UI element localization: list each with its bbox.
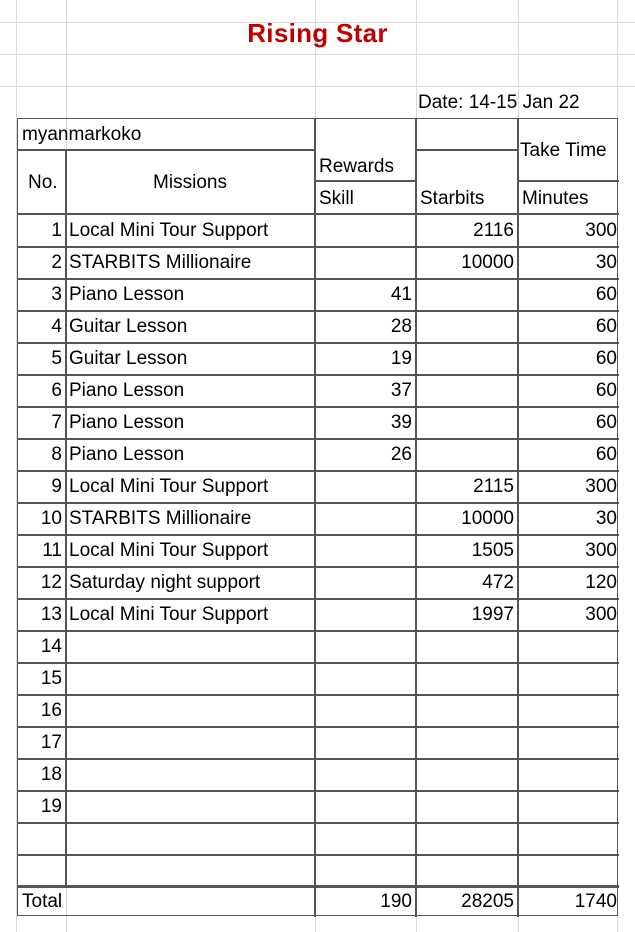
cell-starbits: [417, 375, 514, 407]
cell-skill: [316, 599, 412, 631]
header-no: No.: [28, 172, 58, 193]
cell-mission: [69, 663, 313, 695]
cell-no: 16: [40, 700, 62, 721]
cell-minutes: [519, 791, 617, 823]
cell-skill: [316, 727, 412, 759]
cell-skill: [316, 663, 412, 695]
cell-skill: [316, 471, 412, 503]
cell-no: 3: [51, 284, 62, 305]
header-minutes: Minutes: [522, 188, 589, 209]
cell-mission: Piano Lesson: [69, 444, 185, 465]
page-title: Rising Star: [247, 18, 388, 48]
cell-no: 9: [51, 476, 62, 497]
cell-no: 11: [42, 540, 62, 561]
cell-starbits: 472: [482, 572, 514, 593]
cell-starbits: [417, 727, 514, 759]
cell-skill: 19: [390, 348, 412, 369]
cell-no: 2: [51, 252, 62, 273]
cell-minutes: 300: [585, 540, 617, 561]
total-skill: 190: [380, 891, 412, 912]
cell-starbits: [417, 631, 514, 663]
cell-starbits: 10000: [461, 508, 514, 529]
cell-mission: Guitar Lesson: [69, 348, 188, 369]
cell-mission: Local Mini Tour Support: [69, 540, 269, 561]
cell-no: 18: [40, 764, 62, 785]
cell-minutes: 30: [595, 508, 617, 529]
cell-minutes: 60: [595, 284, 617, 305]
cell-skill: 26: [390, 444, 412, 465]
header-missions: Missions: [153, 172, 227, 193]
header-rewards: Rewards: [319, 156, 394, 177]
cell-minutes: 60: [595, 380, 617, 401]
cell-minutes: 120: [585, 572, 617, 593]
cell-minutes: [519, 823, 617, 855]
cell-skill: [316, 503, 412, 535]
cell-skill: 39: [390, 412, 412, 433]
cell-mission: Saturday night support: [69, 572, 261, 593]
cell-no: 15: [40, 668, 62, 689]
cell-skill: [316, 247, 412, 279]
cell-starbits: 2115: [473, 476, 514, 497]
cell-starbits: 2116: [473, 220, 514, 241]
cell-skill: [316, 791, 412, 823]
cell-skill: 41: [390, 284, 412, 305]
total-minutes: 1740: [574, 891, 617, 912]
cell-starbits: [417, 823, 514, 855]
cell-mission: [69, 695, 313, 727]
cell-minutes: 60: [595, 316, 617, 337]
cell-starbits: [417, 279, 514, 311]
cell-mission: Local Mini Tour Support: [69, 220, 269, 241]
cell-no: 8: [51, 444, 62, 465]
cell-minutes: 300: [585, 604, 617, 625]
cell-starbits: [417, 791, 514, 823]
header-starbits: Starbits: [420, 188, 485, 209]
cell-mission: Piano Lesson: [69, 412, 185, 433]
cell-no: [18, 823, 62, 855]
cell-starbits: [417, 439, 514, 471]
cell-minutes: [519, 695, 617, 727]
cell-minutes: 60: [595, 444, 617, 465]
header-take-time: Take Time: [520, 140, 607, 161]
cell-skill: 37: [390, 380, 412, 401]
cell-no: 6: [51, 380, 62, 401]
cell-starbits: [417, 759, 514, 791]
cell-mission: [69, 759, 313, 791]
cell-mission: [69, 855, 313, 887]
cell-starbits: 1505: [471, 540, 514, 561]
cell-minutes: [519, 855, 617, 887]
cell-no: 19: [40, 796, 62, 817]
cell-starbits: [417, 407, 514, 439]
cell-no: 10: [40, 508, 62, 529]
cell-starbits: [417, 663, 514, 695]
cell-skill: [316, 759, 412, 791]
cell-skill: [316, 631, 412, 663]
cell-minutes: [519, 631, 617, 663]
cell-minutes: 300: [585, 220, 617, 241]
header-skill: Skill: [319, 188, 354, 209]
cell-skill: [316, 695, 412, 727]
cell-no: 1: [51, 220, 62, 241]
cell-starbits: 1997: [471, 604, 514, 625]
cell-mission: STARBITS Millionaire: [69, 508, 252, 529]
cell-mission: Local Mini Tour Support: [69, 476, 269, 497]
cell-skill: [316, 535, 412, 567]
cell-minutes: [519, 663, 617, 695]
cell-skill: [316, 855, 412, 887]
cell-starbits: [417, 343, 514, 375]
cell-minutes: 60: [595, 348, 617, 369]
cell-minutes: 300: [585, 476, 617, 497]
cell-skill: [316, 823, 412, 855]
user-name: myanmarkoko: [22, 124, 142, 145]
cell-starbits: 10000: [461, 252, 514, 273]
cell-no: 14: [40, 636, 62, 657]
missions-table: [17, 118, 618, 916]
cell-mission: Piano Lesson: [69, 284, 185, 305]
cell-mission: Local Mini Tour Support: [69, 604, 269, 625]
date-label: Date: 14-15 Jan 22: [418, 92, 580, 113]
cell-starbits: [417, 311, 514, 343]
cell-minutes: 60: [595, 412, 617, 433]
cell-mission: STARBITS Millionaire: [69, 252, 252, 273]
cell-skill: [316, 215, 412, 247]
cell-no: [18, 855, 62, 887]
cell-no: 5: [51, 348, 62, 369]
cell-mission: [69, 727, 313, 759]
cell-mission: Piano Lesson: [69, 380, 185, 401]
cell-skill: 28: [390, 316, 412, 337]
cell-starbits: [417, 695, 514, 727]
total-label: Total: [22, 891, 63, 912]
cell-no: 12: [40, 572, 62, 593]
cell-starbits: [417, 855, 514, 887]
cell-mission: Guitar Lesson: [69, 316, 188, 337]
cell-no: 4: [51, 316, 62, 337]
cell-skill: [316, 567, 412, 599]
cell-mission: [69, 631, 313, 663]
cell-no: 13: [40, 604, 62, 625]
cell-minutes: [519, 759, 617, 791]
cell-mission: [69, 823, 313, 855]
cell-mission: [69, 791, 313, 823]
cell-minutes: 30: [595, 252, 617, 273]
cell-minutes: [519, 727, 617, 759]
total-starbits: 28205: [461, 891, 514, 912]
cell-no: 17: [40, 732, 62, 753]
cell-no: 7: [51, 412, 62, 433]
